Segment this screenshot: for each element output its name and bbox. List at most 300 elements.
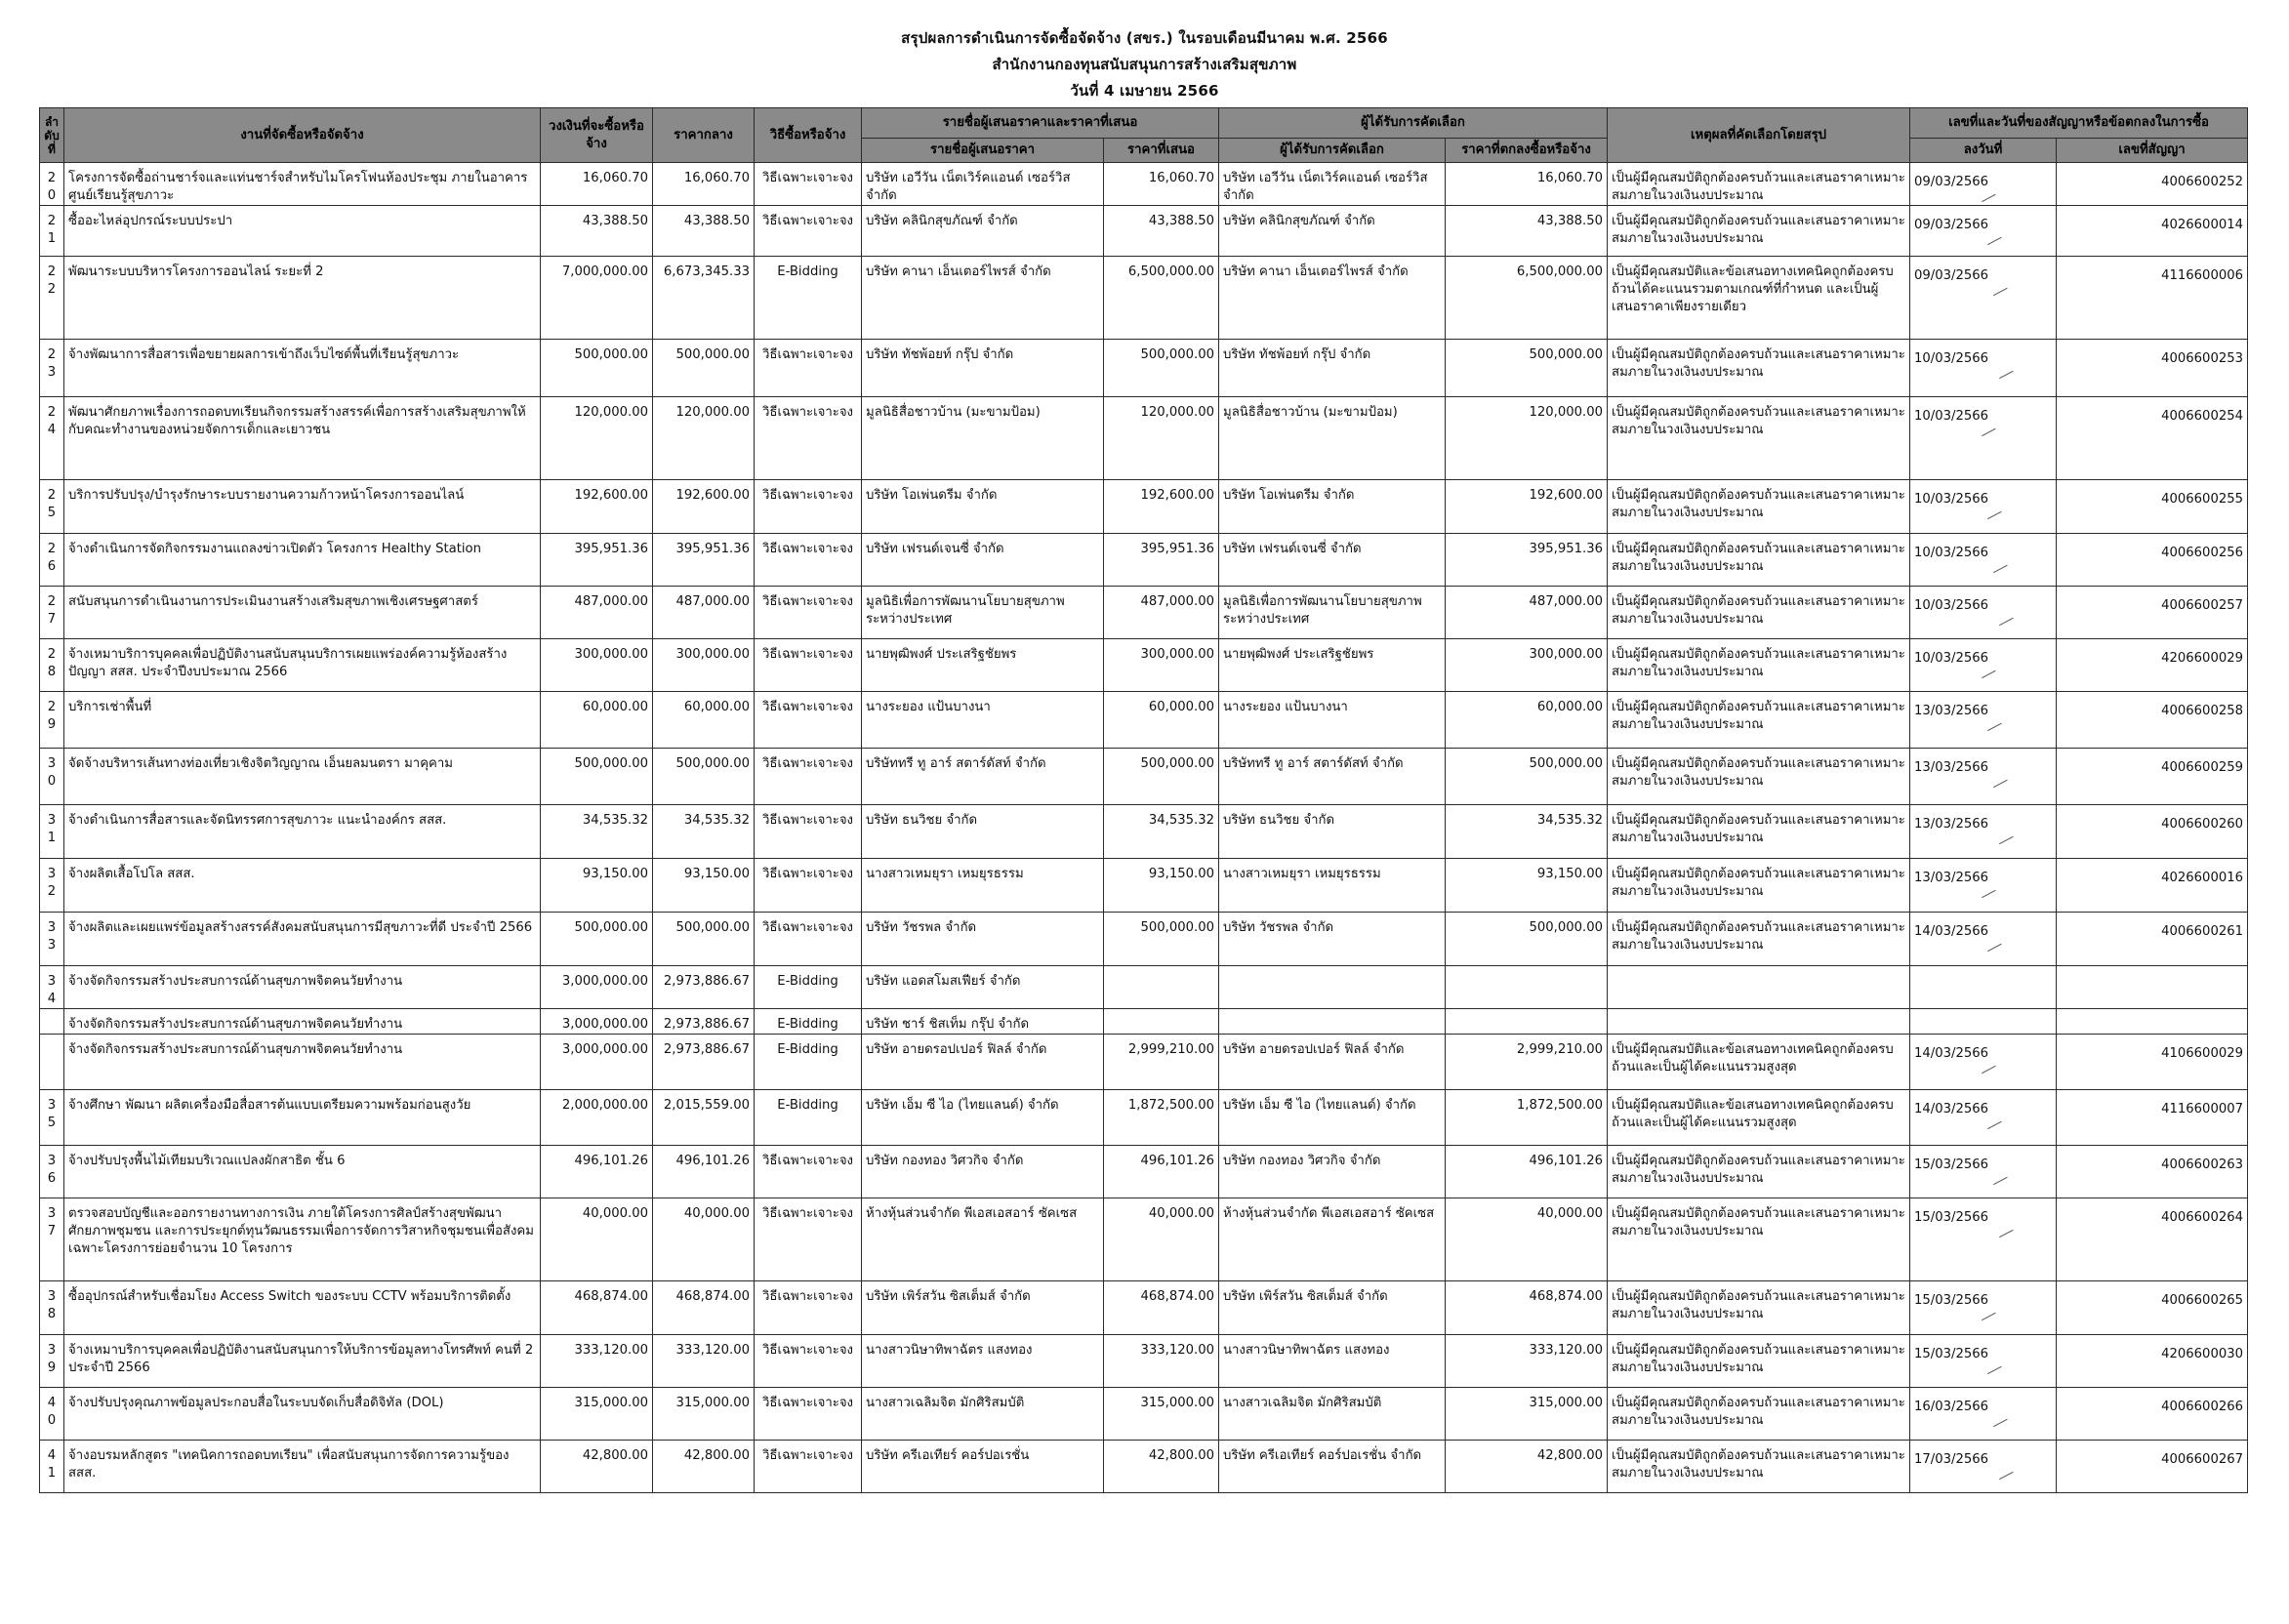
table-row xyxy=(40,340,2248,397)
col-contract-no-header: เลขที่สัญญา xyxy=(2057,139,2248,163)
contract-number: 4106600029 xyxy=(2057,1035,2248,1090)
col-contract-group-header: เลขที่และวันที่ของสัญญาหรือข้อตกลงในการซื้อ xyxy=(1910,108,2248,139)
bidder-name: นางสาวเฉลิมจิต มักศิริสมบัติ xyxy=(862,1388,1104,1441)
bid-price: 500,000.00 xyxy=(1104,340,1219,397)
table-row xyxy=(40,913,2248,966)
bidder-name: นางสาวนิษาทิพาฉัตร แสงทอง xyxy=(862,1335,1104,1388)
item-description: จ้างอบรมหลักสูตร "เทคนิคการถอดบทเรียน" เพื่อสนับสนุนการจัดการความรู้ของ สสส. xyxy=(64,1441,541,1493)
bidder-name: นางระยอง แป้นบางนา xyxy=(862,692,1104,749)
bid-price: 500,000.00 xyxy=(1104,749,1219,805)
procurement-method: วิธีเฉพาะเจาะจง xyxy=(755,805,862,859)
agreed-price: 315,000.00 xyxy=(1446,1388,1608,1441)
selection-reason: เป็นผู้มีคุณสมบัติถูกต้องครบถ้วนและเสนอราคาเหมาะสมภายในวงเงินงบประมาณ xyxy=(1608,1388,1910,1441)
median-price: 2,973,886.67 xyxy=(653,1009,755,1035)
selection-reason: เป็นผู้มีคุณสมบัติถูกต้องครบถ้วนและเสนอราคาเหมาะสมภายในวงเงินงบประมาณ xyxy=(1608,534,1910,587)
bid-price: 42,800.00 xyxy=(1104,1441,1219,1493)
row-number xyxy=(40,1035,64,1090)
procurement-method: วิธีเฉพาะเจาะจง xyxy=(755,206,862,257)
contract-date: 09/03/2566 xyxy=(1910,257,2057,340)
contract-date: 10/03/2566 xyxy=(1910,534,2057,587)
bid-price: 500,000.00 xyxy=(1104,913,1219,966)
procurement-method: วิธีเฉพาะเจาะจง xyxy=(755,1335,862,1388)
item-description: พัฒนาระบบบริหารโครงการออนไลน์ ระยะที่ 2 xyxy=(64,257,541,340)
agreed-price: 60,000.00 xyxy=(1446,692,1608,749)
bid-price: 34,535.32 xyxy=(1104,805,1219,859)
col-budget-header: วงเงินที่จะซื้อหรือจ้าง xyxy=(541,108,653,163)
selection-reason: เป็นผู้มีคุณสมบัติถูกต้องครบถ้วนและเสนอราคาเหมาะสมภายในวงเงินงบประมาณ xyxy=(1608,1146,1910,1198)
row-number: 21 xyxy=(40,206,64,257)
budget-amount: 7,000,000.00 xyxy=(541,257,653,340)
check-mark-icon xyxy=(1994,1463,2013,1480)
budget-amount: 43,388.50 xyxy=(541,206,653,257)
table-row xyxy=(40,1388,2248,1441)
agreed-price: 500,000.00 xyxy=(1446,749,1608,805)
median-price: 500,000.00 xyxy=(653,749,755,805)
table-row xyxy=(40,206,2248,257)
check-mark-icon xyxy=(1982,228,2001,245)
budget-amount: 500,000.00 xyxy=(541,340,653,397)
bidder-name: นางสาวเหมยุรา เหมยุรธรรม xyxy=(862,859,1104,913)
row-number: 30 xyxy=(40,749,64,805)
selected-vendor: บริษัท ครีเอเทียร์ คอร์ปอเรชั่น จำกัด xyxy=(1219,1441,1446,1493)
budget-amount: 3,000,000.00 xyxy=(541,1035,653,1090)
row-number: 27 xyxy=(40,587,64,639)
bidder-name: บริษัท ธนวิชย จำกัด xyxy=(862,805,1104,859)
bidder-name: นายพุฒิพงศ์ ประเสริฐชัยพร xyxy=(862,639,1104,692)
contract-date: 09/03/2566 xyxy=(1910,206,2057,257)
item-description: จัดจ้างบริหารเส้นทางท่องเที่ยวเชิงจิตวิญญาณ เอ็นยลมนตรา มาคุคาม xyxy=(64,749,541,805)
median-price: 300,000.00 xyxy=(653,639,755,692)
contract-date: 10/03/2566 xyxy=(1910,587,2057,639)
check-mark-icon xyxy=(1994,828,2013,844)
median-price: 496,101.26 xyxy=(653,1146,755,1198)
check-mark-icon xyxy=(1977,662,1995,678)
contract-number: 4206600030 xyxy=(2057,1335,2248,1388)
check-mark-icon xyxy=(1982,1113,2001,1129)
budget-amount: 333,120.00 xyxy=(541,1335,653,1388)
procurement-method: วิธีเฉพาะเจาะจง xyxy=(755,639,862,692)
budget-amount: 500,000.00 xyxy=(541,913,653,966)
agreed-price: 468,874.00 xyxy=(1446,1281,1608,1335)
table-row xyxy=(40,587,2248,639)
bid-price: 120,000.00 xyxy=(1104,397,1219,480)
procurement-method: วิธีเฉพาะเจาะจง xyxy=(755,163,862,206)
selected-vendor: บริษัท อายดรอปเปอร์ ฟิลล์ จำกัด xyxy=(1219,1035,1446,1090)
contract-date: 13/03/2566 xyxy=(1910,859,2057,913)
check-mark-icon xyxy=(1994,609,2013,626)
check-mark-icon xyxy=(1982,503,2001,519)
table-row xyxy=(40,480,2248,534)
agreed-price: 500,000.00 xyxy=(1446,913,1608,966)
bid-price: 487,000.00 xyxy=(1104,587,1219,639)
table-row xyxy=(40,397,2248,480)
bid-price: 192,600.00 xyxy=(1104,480,1219,534)
selected-vendor: บริษัท เฟรนด์เจนซี่ จำกัด xyxy=(1219,534,1446,587)
contract-number: 4206600029 xyxy=(2057,639,2248,692)
row-number: 26 xyxy=(40,534,64,587)
organization-name: สำนักงานกองทุนสนับสนุนการสร้างเสริมสุขภาพ xyxy=(992,56,1297,73)
bidder-name: บริษัททรี ทู อาร์ สตาร์ดัสท์ จำกัด xyxy=(862,749,1104,805)
item-description: โครงการจัดซื้อถ่านชาร์จและแท่นชาร์จสำหรับไมโครโฟนห้องประชุม ภายในอาคารศูนย์เรียนรู้สุขภาวะ xyxy=(64,163,541,206)
contract-date: 14/03/2566 xyxy=(1910,1035,2057,1090)
agreed-price: 120,000.00 xyxy=(1446,397,1608,480)
col-reason-header: เหตุผลที่คัดเลือกโดยสรุป xyxy=(1608,108,1910,163)
agreed-price: 192,600.00 xyxy=(1446,480,1608,534)
item-description: จ้างจัดกิจกรรมสร้างประสบการณ์ด้านสุขภาพจิตคนวัยทำงาน xyxy=(64,966,541,1009)
selection-reason xyxy=(1608,966,1910,1009)
contract-date: 09/03/2566 xyxy=(1910,163,2057,206)
budget-amount: 40,000.00 xyxy=(541,1198,653,1281)
selection-reason: เป็นผู้มีคุณสมบัติถูกต้องครบถ้วนและเสนอราคาเหมาะสมภายในวงเงินงบประมาณ xyxy=(1608,1198,1910,1281)
contract-date: 10/03/2566 xyxy=(1910,480,2057,534)
col-selected-header: ผู้ได้รับการคัดเลือก xyxy=(1219,139,1446,163)
median-price: 500,000.00 xyxy=(653,340,755,397)
selected-vendor xyxy=(1219,1009,1446,1035)
selection-reason: เป็นผู้มีคุณสมบัติถูกต้องครบถ้วนและเสนอราคาเหมาะสมภายในวงเงินงบประมาณ xyxy=(1608,639,1910,692)
bid-price: 16,060.70 xyxy=(1104,163,1219,206)
table-row xyxy=(40,1441,2248,1493)
check-mark-icon xyxy=(1977,881,1995,898)
bidder-name: มูลนิธิสื่อชาวบ้าน (มะขามป้อม) xyxy=(862,397,1104,480)
table-row xyxy=(40,534,2248,587)
selection-reason: เป็นผู้มีคุณสมบัติถูกต้องครบถ้วนและเสนอราคาเหมาะสมภายในวงเงินงบประมาณ xyxy=(1608,587,1910,639)
contract-number: 4006600252 xyxy=(2057,163,2248,206)
procurement-method: E-Bidding xyxy=(755,1035,862,1090)
agreed-price: 40,000.00 xyxy=(1446,1198,1608,1281)
contract-number: 4006600257 xyxy=(2057,587,2248,639)
budget-amount: 42,800.00 xyxy=(541,1441,653,1493)
agreed-price: 34,535.32 xyxy=(1446,805,1608,859)
contract-date: 13/03/2566 xyxy=(1910,749,2057,805)
bid-price: 40,000.00 xyxy=(1104,1198,1219,1281)
budget-amount: 16,060.70 xyxy=(541,163,653,206)
row-number: 28 xyxy=(40,639,64,692)
col-median-header: ราคากลาง xyxy=(653,108,755,163)
contract-number: 4006600264 xyxy=(2057,1198,2248,1281)
item-description: จ้างดำเนินการสื่อสารและจัดนิทรรศการสุขภาวะ แนะนำองค์กร สสส. xyxy=(64,805,541,859)
table-row xyxy=(40,805,2248,859)
selected-vendor: บริษัท คลินิกสุขภัณฑ์ จำกัด xyxy=(1219,206,1446,257)
selected-vendor: นางสาวเหมยุรา เหมยุรธรรม xyxy=(1219,859,1446,913)
agreed-price: 93,150.00 xyxy=(1446,859,1608,913)
contract-number xyxy=(2057,966,2248,1009)
document-title: สรุปผลการดำเนินการจัดซื้อจัดจ้าง (สขร.) ในรอบเดือนมีนาคม พ.ศ. 2566 xyxy=(901,29,1388,47)
contract-number: 4006600253 xyxy=(2057,340,2248,397)
bidder-name: บริษัท อายดรอปเปอร์ ฟิลล์ จำกัด xyxy=(862,1035,1104,1090)
item-description: จ้างจัดกิจกรรมสร้างประสบการณ์ด้านสุขภาพจิตคนวัยทำงาน xyxy=(64,1009,541,1035)
row-number: 33 xyxy=(40,913,64,966)
item-description: บริการปรับปรุง/บำรุงรักษาระบบรายงานความก้าวหน้าโครงการออนไลน์ xyxy=(64,480,541,534)
median-price: 16,060.70 xyxy=(653,163,755,206)
selection-reason: เป็นผู้มีคุณสมบัติถูกต้องครบถ้วนและเสนอราคาเหมาะสมภายในวงเงินงบประมาณ xyxy=(1608,859,1910,913)
procurement-method: วิธีเฉพาะเจาะจง xyxy=(755,480,862,534)
median-price: 40,000.00 xyxy=(653,1198,755,1281)
contract-date: 13/03/2566 xyxy=(1910,805,2057,859)
bidder-name: บริษัท เพิร์สวัน ซิสเต็มส์ จำกัด xyxy=(862,1281,1104,1335)
item-description: จ้างเหมาบริการบุคคลเพื่อปฏิบัติงานสนับสนุนบริการเผยแพร่องค์ความรู้ห้องสร้างปัญญา สสส. ประจำปีงบประมาณ 2566 xyxy=(64,639,541,692)
contract-date: 15/03/2566 xyxy=(1910,1198,2057,1281)
contract-number: 4006600258 xyxy=(2057,692,2248,749)
row-number: 36 xyxy=(40,1146,64,1198)
agreed-price: 300,000.00 xyxy=(1446,639,1608,692)
bidder-name: ห้างหุ้นส่วนจำกัด พีเอสเอสอาร์ ซัคเซส xyxy=(862,1198,1104,1281)
item-description: ตรวจสอบบัญชีและออกรายงานทางการเงิน ภายใต้โครงการศิลป์สร้างสุขพัฒนาศักยภาพชุมชน และการประยุกต์ทุนวัฒนธรรมเพื่อการจัดการวิสาหกิจชุมชนเพื่อสังคม เฉพาะโครงการย่อยจำนวน 10 โครงการ xyxy=(64,1198,541,1281)
median-price: 500,000.00 xyxy=(653,913,755,966)
median-price: 43,388.50 xyxy=(653,206,755,257)
item-description: สนับสนุนการดำเนินงานการประเมินงานสร้างเสริมสุขภาพเชิงเศรษฐศาสตร์ xyxy=(64,587,541,639)
table-row xyxy=(40,859,2248,913)
bid-price: 2,999,210.00 xyxy=(1104,1035,1219,1090)
item-description: จ้างผลิตและเผยแพร่ข้อมูลสร้างสรรค์สังคมสนับสนุนการมีสุขภาวะที่ดี ประจำปี 2566 xyxy=(64,913,541,966)
table-row xyxy=(40,692,2248,749)
bidder-name: บริษัท ชาร์ ชิสเท็ม กรุ๊ป จำกัด xyxy=(862,1009,1104,1035)
check-mark-icon xyxy=(1988,1168,2007,1185)
selection-reason: เป็นผู้มีคุณสมบัติถูกต้องครบถ้วนและเสนอราคาเหมาะสมภายในวงเงินงบประมาณ xyxy=(1608,163,1910,206)
row-number: 29 xyxy=(40,692,64,749)
selection-reason: เป็นผู้มีคุณสมบัติและข้อเสนอทางเทคนิคถูกต้องครบถ้วนและเป็นผู้ได้คะแนนรวมสูงสุด xyxy=(1608,1035,1910,1090)
procurement-method: วิธีเฉพาะเจาะจง xyxy=(755,397,862,480)
budget-amount: 500,000.00 xyxy=(541,749,653,805)
row-number: 41 xyxy=(40,1441,64,1493)
agreed-price xyxy=(1446,1009,1608,1035)
table-row xyxy=(40,163,2248,206)
contract-number: 4116600007 xyxy=(2057,1090,2248,1146)
bidder-name: บริษัท คานา เอ็นเตอร์ไพรส์ จำกัด xyxy=(862,257,1104,340)
budget-amount: 120,000.00 xyxy=(541,397,653,480)
bidder-name: บริษัท คลินิกสุขภัณฑ์ จำกัด xyxy=(862,206,1104,257)
contract-date: 15/03/2566 xyxy=(1910,1335,2057,1388)
agreed-price: 2,999,210.00 xyxy=(1446,1035,1608,1090)
check-mark-icon xyxy=(1977,1304,1995,1320)
selection-reason: เป็นผู้มีคุณสมบัติและข้อเสนอทางเทคนิคถูกต้องครบถ้วนได้คะแนนรวมตามเกณฑ์ที่กำหนด และเป็นผู้เสนอราคาเพียงรายเดียว xyxy=(1608,257,1910,340)
bidder-name: บริษัท เฟรนด์เจนซี่ จำกัด xyxy=(862,534,1104,587)
check-mark-icon xyxy=(1982,1358,2001,1374)
procurement-method: E-Bidding xyxy=(755,1090,862,1146)
bidder-name: บริษัท เอ็ม ซี ไอ (ไทยแลนด์) จำกัด xyxy=(862,1090,1104,1146)
col-date-header: ลงวันที่ xyxy=(1910,139,2057,163)
selected-vendor: บริษัททรี ทู อาร์ สตาร์ดัสท์ จำกัด xyxy=(1219,749,1446,805)
item-description: จ้างจัดกิจกรรมสร้างประสบการณ์ด้านสุขภาพจิตคนวัยทำงาน xyxy=(64,1035,541,1090)
item-description: ซื้ออุปกรณ์สำหรับเชื่อมโยง Access Switch ของระบบ CCTV พร้อมบริการติดตั้ง xyxy=(64,1281,541,1335)
contract-date: 10/03/2566 xyxy=(1910,340,2057,397)
budget-amount: 3,000,000.00 xyxy=(541,1009,653,1035)
agreed-price: 500,000.00 xyxy=(1446,340,1608,397)
bid-price: 93,150.00 xyxy=(1104,859,1219,913)
row-number: 40 xyxy=(40,1388,64,1441)
contract-number: 4006600254 xyxy=(2057,397,2248,480)
selection-reason: เป็นผู้มีคุณสมบัติถูกต้องครบถ้วนและเสนอราคาเหมาะสมภายในวงเงินงบประมาณ xyxy=(1608,397,1910,480)
median-price: 333,120.00 xyxy=(653,1335,755,1388)
bid-price xyxy=(1104,1009,1219,1035)
bidder-name: บริษัท กองทอง วิศวกิจ จำกัด xyxy=(862,1146,1104,1198)
row-number: 34 xyxy=(40,966,64,1009)
row-number: 25 xyxy=(40,480,64,534)
item-description: จ้างปรับปรุงพื้นไม้เทียมบริเวณแปลงผักสาธิต ชั้น 6 xyxy=(64,1146,541,1198)
check-mark-icon xyxy=(1994,1221,2013,1238)
median-price: 42,800.00 xyxy=(653,1441,755,1493)
agreed-price: 16,060.70 xyxy=(1446,163,1608,206)
budget-amount: 315,000.00 xyxy=(541,1388,653,1441)
selected-vendor: บริษัท ธนวิชย จำกัด xyxy=(1219,805,1446,859)
median-price: 6,673,345.33 xyxy=(653,257,755,340)
bid-price: 315,000.00 xyxy=(1104,1388,1219,1441)
procurement-method: วิธีเฉพาะเจาะจง xyxy=(755,749,862,805)
col-bid-price-header: ราคาที่เสนอ xyxy=(1104,139,1219,163)
contract-number: 4006600259 xyxy=(2057,749,2248,805)
contract-date: 16/03/2566 xyxy=(1910,1388,2057,1441)
table-body xyxy=(40,163,2248,1493)
selected-vendor: บริษัท เพิร์สวัน ซิสเต็มส์ จำกัด xyxy=(1219,1281,1446,1335)
procurement-method: วิธีเฉพาะเจาะจง xyxy=(755,1146,862,1198)
procurement-table-container xyxy=(39,107,2247,1493)
row-number xyxy=(40,1009,64,1035)
col-agreed-price-header: ราคาที่ตกลงซื้อหรือจ้าง xyxy=(1446,139,1608,163)
agreed-price: 496,101.26 xyxy=(1446,1146,1608,1198)
table-header xyxy=(40,108,2248,163)
budget-amount: 192,600.00 xyxy=(541,480,653,534)
check-mark-icon xyxy=(1982,714,2001,731)
agreed-price: 1,872,500.00 xyxy=(1446,1090,1608,1146)
table-row xyxy=(40,749,2248,805)
procurement-table xyxy=(39,107,2248,1493)
bid-price: 43,388.50 xyxy=(1104,206,1219,257)
procurement-method: E-Bidding xyxy=(755,966,862,1009)
check-mark-icon xyxy=(1982,935,2001,952)
row-number: 38 xyxy=(40,1281,64,1335)
bidder-name: บริษัท ครีเอเทียร์ คอร์ปอเรชั่น xyxy=(862,1441,1104,1493)
bid-price: 496,101.26 xyxy=(1104,1146,1219,1198)
contract-date: 17/03/2566 xyxy=(1910,1441,2057,1493)
bidder-name: บริษัท วัชรพล จำกัด xyxy=(862,913,1104,966)
selected-vendor: มูลนิธิสื่อชาวบ้าน (มะขามป้อม) xyxy=(1219,397,1446,480)
contract-date xyxy=(1910,1009,2057,1035)
contract-number: 4006600261 xyxy=(2057,913,2248,966)
contract-date: 14/03/2566 xyxy=(1910,913,2057,966)
bid-price: 1,872,500.00 xyxy=(1104,1090,1219,1146)
bid-price: 6,500,000.00 xyxy=(1104,257,1219,340)
report-date: วันที่ 4 เมษายน 2566 xyxy=(1070,82,1219,100)
row-number: 24 xyxy=(40,397,64,480)
selected-vendor: ห้างหุ้นส่วนจำกัด พีเอสเอสอาร์ ซัคเซส xyxy=(1219,1198,1446,1281)
selection-reason: เป็นผู้มีคุณสมบัติถูกต้องครบถ้วนและเสนอราคาเหมาะสมภายในวงเงินงบประมาณ xyxy=(1608,206,1910,257)
agreed-price: 42,800.00 xyxy=(1446,1441,1608,1493)
budget-amount: 60,000.00 xyxy=(541,692,653,749)
agreed-price: 333,120.00 xyxy=(1446,1335,1608,1388)
selected-vendor: บริษัท เอ็ม ซี ไอ (ไทยแลนด์) จำกัด xyxy=(1219,1090,1446,1146)
median-price: 468,874.00 xyxy=(653,1281,755,1335)
budget-amount: 300,000.00 xyxy=(541,639,653,692)
bid-price: 395,951.36 xyxy=(1104,534,1219,587)
median-price: 93,150.00 xyxy=(653,859,755,913)
median-price: 192,600.00 xyxy=(653,480,755,534)
row-number: 20 xyxy=(40,163,64,206)
contract-date: 10/03/2566 xyxy=(1910,639,2057,692)
budget-amount: 487,000.00 xyxy=(541,587,653,639)
median-price: 120,000.00 xyxy=(653,397,755,480)
contract-date: 15/03/2566 xyxy=(1910,1146,2057,1198)
table-row xyxy=(40,1281,2248,1335)
median-price: 487,000.00 xyxy=(653,587,755,639)
check-mark-icon xyxy=(1988,279,2007,296)
check-mark-icon xyxy=(1977,185,1995,202)
table-row xyxy=(40,1146,2248,1198)
procurement-method: วิธีเฉพาะเจาะจง xyxy=(755,1388,862,1441)
budget-amount: 2,000,000.00 xyxy=(541,1090,653,1146)
selected-vendor: นางระยอง แป้นบางนา xyxy=(1219,692,1446,749)
table-row xyxy=(40,1335,2248,1388)
budget-amount: 468,874.00 xyxy=(541,1281,653,1335)
budget-amount: 496,101.26 xyxy=(541,1146,653,1198)
contract-number: 4006600256 xyxy=(2057,534,2248,587)
median-price: 2,973,886.67 xyxy=(653,1035,755,1090)
median-price: 2,973,886.67 xyxy=(653,966,755,1009)
document-header xyxy=(0,25,2289,104)
table-row xyxy=(40,639,2248,692)
contract-date xyxy=(1910,966,2057,1009)
median-price: 34,535.32 xyxy=(653,805,755,859)
selection-reason: เป็นผู้มีคุณสมบัติและข้อเสนอทางเทคนิคถูกต้องครบถ้วนและเป็นผู้ได้คะแนนรวมสูงสุด xyxy=(1608,1090,1910,1146)
col-no-header: ลำดับที่ xyxy=(40,108,64,163)
table-row xyxy=(40,257,2248,340)
agreed-price: 6,500,000.00 xyxy=(1446,257,1608,340)
check-mark-icon xyxy=(1977,420,1995,436)
check-mark-icon xyxy=(1988,1410,2007,1427)
item-description: พัฒนาศักยภาพเรื่องการถอดบทเรียนกิจกรรมสร้างสรรค์เพื่อการสร้างเสริมสุขภาพให้กับคณะทำงานของหน่วยจัดการเด็กและเยาวชน xyxy=(64,397,541,480)
selection-reason: เป็นผู้มีคุณสมบัติถูกต้องครบถ้วนและเสนอราคาเหมาะสมภายในวงเงินงบประมาณ xyxy=(1608,805,1910,859)
agreed-price: 43,388.50 xyxy=(1446,206,1608,257)
procurement-method: วิธีเฉพาะเจาะจง xyxy=(755,692,862,749)
bid-price: 60,000.00 xyxy=(1104,692,1219,749)
selected-vendor: นางสาวนิษาทิพาฉัตร แสงทอง xyxy=(1219,1335,1446,1388)
table-row xyxy=(40,966,2248,1009)
contract-number: 4006600255 xyxy=(2057,480,2248,534)
contract-number: 4026600016 xyxy=(2057,859,2248,913)
procurement-method: วิธีเฉพาะเจาะจง xyxy=(755,340,862,397)
budget-amount: 3,000,000.00 xyxy=(541,966,653,1009)
procurement-method: วิธีเฉพาะเจาะจง xyxy=(755,913,862,966)
bid-price xyxy=(1104,966,1219,1009)
item-description: ซื้ออะไหล่อุปกรณ์ระบบประปา xyxy=(64,206,541,257)
procurement-method: E-Bidding xyxy=(755,257,862,340)
budget-amount: 395,951.36 xyxy=(541,534,653,587)
selection-reason: เป็นผู้มีคุณสมบัติถูกต้องครบถ้วนและเสนอราคาเหมาะสมภายในวงเงินงบประมาณ xyxy=(1608,480,1910,534)
table-row xyxy=(40,1035,2248,1090)
median-price: 2,015,559.00 xyxy=(653,1090,755,1146)
bidder-name: มูลนิธิเพื่อการพัฒนานโยบายสุขภาพระหว่างประเทศ xyxy=(862,587,1104,639)
contract-number: 4006600263 xyxy=(2057,1146,2248,1198)
row-number: 32 xyxy=(40,859,64,913)
row-number: 37 xyxy=(40,1198,64,1281)
item-description: บริการเช่าพื้นที่ xyxy=(64,692,541,749)
col-method-header: วิธีซื้อหรือจ้าง xyxy=(755,108,862,163)
contract-number: 4006600267 xyxy=(2057,1441,2248,1493)
procurement-method: วิธีเฉพาะเจาะจง xyxy=(755,587,862,639)
bid-price: 333,120.00 xyxy=(1104,1335,1219,1388)
selection-reason: เป็นผู้มีคุณสมบัติถูกต้องครบถ้วนและเสนอราคาเหมาะสมภายในวงเงินงบประมาณ xyxy=(1608,749,1910,805)
col-bidders-group-header: รายชื่อผู้เสนอราคาและราคาที่เสนอ xyxy=(862,108,1219,139)
median-price: 60,000.00 xyxy=(653,692,755,749)
selected-vendor: บริษัท เอวีวัน เน็ตเวิร์คแอนด์ เซอร์วิส จำกัด xyxy=(1219,163,1446,206)
selected-vendor: บริษัท วัชรพล จำกัด xyxy=(1219,913,1446,966)
check-mark-icon xyxy=(1988,771,2007,788)
procurement-method: วิธีเฉพาะเจาะจง xyxy=(755,534,862,587)
agreed-price: 487,000.00 xyxy=(1446,587,1608,639)
median-price: 395,951.36 xyxy=(653,534,755,587)
row-number: 35 xyxy=(40,1090,64,1146)
item-description: จ้างเหมาบริการบุคคลเพื่อปฏิบัติงานสนับสนุนการให้บริการข้อมูลทางโทรศัพท์ คนที่ 2 ประจำปี 2566 xyxy=(64,1335,541,1388)
contract-number: 4006600260 xyxy=(2057,805,2248,859)
agreed-price xyxy=(1446,966,1608,1009)
